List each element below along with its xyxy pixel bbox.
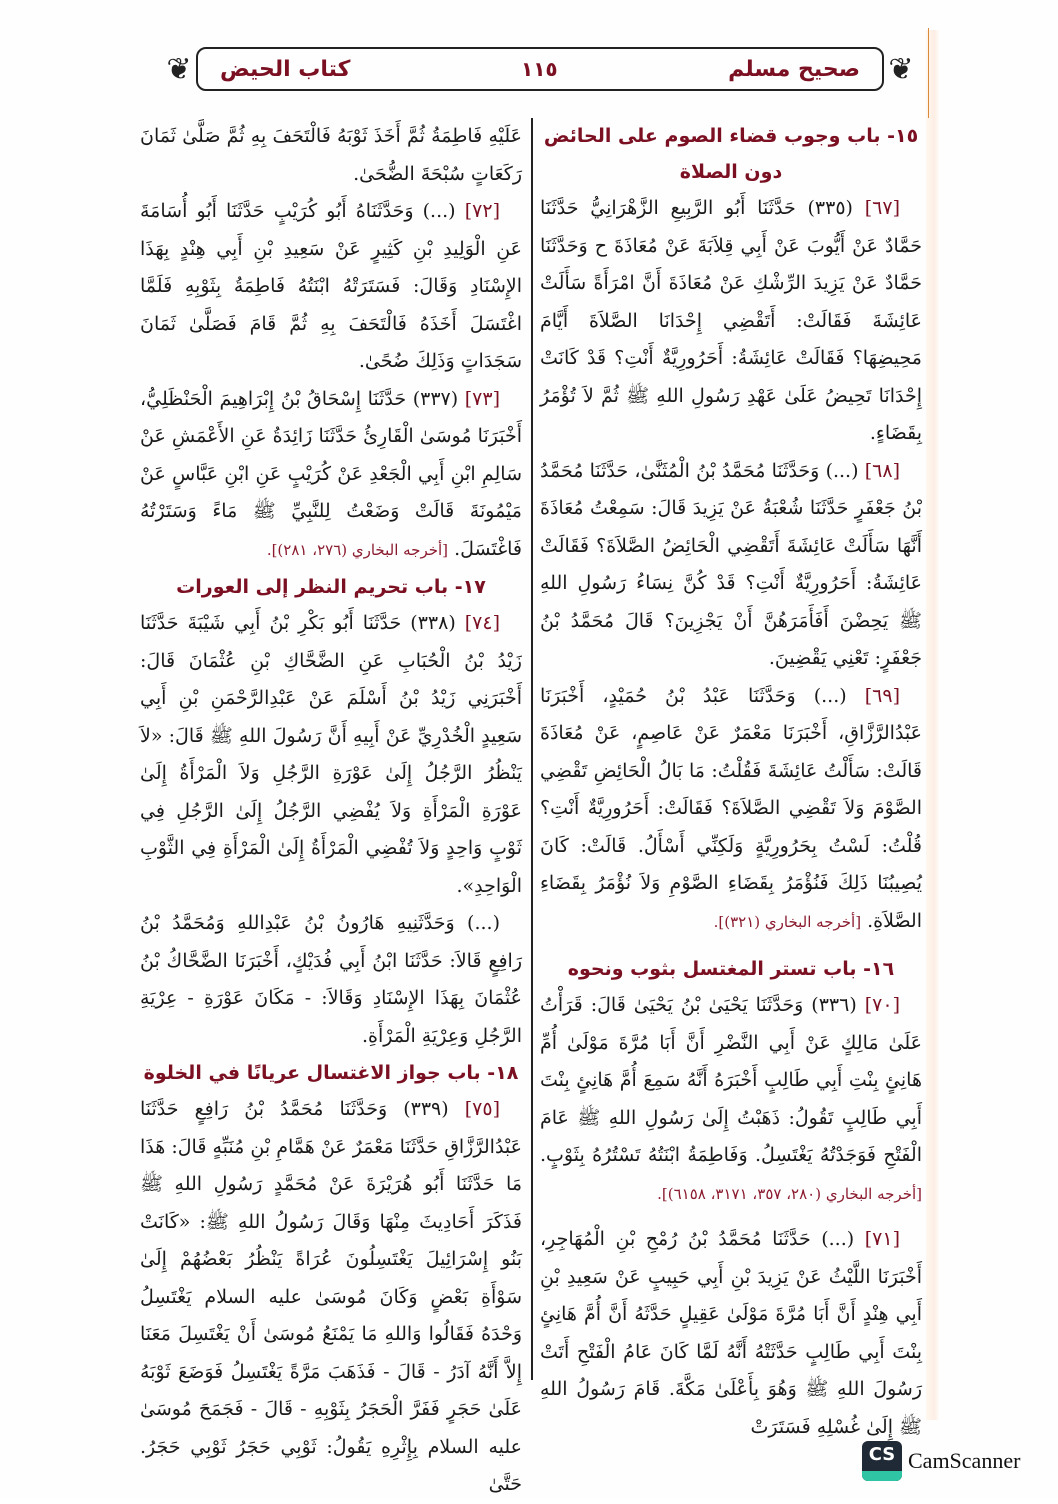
bukhari-reference: [أخرجه البخاري (٢٨٠، ٣٥٧، ٣١٧١، ٦١٥٨)].: [657, 1184, 922, 1203]
hadith-68: [540, 453, 922, 678]
book-title: صحيح مسلم: [728, 56, 860, 82]
hadith-69: [540, 678, 922, 942]
hadith-number: [٧٣]: [464, 387, 500, 410]
page-number: ١١٥: [520, 57, 558, 81]
camscanner-logo-accent: [862, 1471, 902, 1481]
arabesque-ornament-icon: ❦: [888, 52, 914, 87]
hadith-71: [540, 1221, 922, 1446]
hadith-text: (٣٣٥) حَدَّثَنَا أَبُو الرَّبِيعِ الزَّهْرَانِيُّ حَدَّثَنَا حَمَّادٌ عَنْ أَيُّوبَ عَنْ أَبِي قِلاَبَةَ عَنْ مُعَاذَةَ ح وَحَدَّثَنَا حَمَّادٌ عَنْ يَزِيدَ الرِّشْكِ عَنْ مُعَاذَةَ أَنَّ امْرَأَةً سَأَلَتْ عَائِشَةَ فَقَالَتْ: أَتَقْضِي إِحْدَانَا الصَّلاَةَ أَيَّامَ مَحِيضِهَا؟ فَقَالَتْ عَائِشَةُ: أَحَرُورِيَّةٌ أَنْتِ؟ قَدْ كَانَتْ إِحْدَانَا تَحِيضُ عَلَىٰ عَهْدِ رَسُولِ اللهِ ﷺ ثُمَّ لاَ تُؤْمَرُ بِقَضَاءٍ.: [540, 197, 922, 444]
section-15-heading: ١٥- باب وجوب قضاء الصوم على الحائض دون الصلاة: [543, 125, 919, 183]
hadith-text: (...) وَحَدَّثَنَا مُحَمَّدُ بْنُ الْمُثَنَّىٰ، حَدَّثَنَا مُحَمَّدُ بْنُ جَعْفَرٍ حَدَّثَنَا شُعْبَةُ عَنْ يَزِيدَ قَالَ: سَمِعْتُ مُعَاذَةَ أَنَّهَا سَأَلَتْ عَائِشَةَ أَتَقْضِي الْحَائِضُ الصَّلاَةَ؟ فَقَالَتْ عَائِشَةُ: أَحَرُورِيَّةٌ أَنْتِ؟ قَدْ كُنَّ نِسَاءُ رَسُولِ اللهِ ﷺ يَحِضْنَ أَفَأَمَرَهُنَّ أَنْ يَجْزِينَ؟ قَالَ مُحَمَّدُ بْنُ جَعْفَرٍ: تَعْنِي يَقْضِينَ.: [540, 459, 922, 669]
hadith-number: [٧١]: [864, 1228, 900, 1250]
spine-edge-line: [928, 28, 929, 118]
hadith-number: [٧٠]: [864, 994, 900, 1016]
hadith-text: (...) حَدَّثَنَا مُحَمَّدُ بْنُ رُمْحِ بْنِ الْمُهَاجِرِ، أَخْبَرَنَا اللَّيْثُ عَنْ يَزِيدَ بْنِ أَبِي حَبِيبٍ عَنْ سَعِيدِ بْنِ أَبِي هِنْدٍ أَنَّ أَبَا مُرَّةَ مَوْلَىٰ عَقِيلٍ حَدَّثَهُ أَنَّ أُمَّ هَانِئٍ بِنْتَ أَبِي طَالِبٍ حَدَّثَتْهُ أَنَّهُ لَمَّا كَانَ عَامُ الْفَتْحِ أَتَتْ رَسُولَ اللهِ ﷺ وَهُوَ بِأَعْلَىٰ مَكَّةَ. قَامَ رَسُولُ اللهِ ﷺ إِلَىٰ غُسْلِهِ فَسَتَرَتْ: [540, 1228, 922, 1438]
section-17-heading: ١٧- باب تحريم النظر إلى العورات: [176, 576, 486, 598]
hadith-text: (٣٣٦) وَحَدَّثَنَا يَحْيَىٰ بْنُ يَحْيَىٰ قَالَ: قَرَأْتُ عَلَىٰ مَالِكٍ عَنْ أَبِي النَّضْرِ أَنَّ أَبَا مُرَّةَ مَوْلَىٰ أُمِّ هَانِئٍ بِنْتِ أَبِي طَالِبٍ أَخْبَرَهُ أَنَّهُ سَمِعَ أُمَّ هَانِئٍ بِنْتَ أَبِي طَالِبٍ تَقُولُ: ذَهَبْتُ إِلَىٰ رَسُولِ اللهِ ﷺ عَامَ الْفَتْحِ فَوَجَدْتُهُ يَغْتَسِلُ. وَفَاطِمَةُ ابْنَتُهُ تَسْتُرُهُ بِثَوْبٍ.: [540, 994, 922, 1166]
camscanner-watermark: CamScanner: [908, 1448, 1021, 1473]
hadith-75: [140, 1091, 522, 1504]
arabesque-ornament-icon: ❦: [166, 52, 192, 87]
hadith-70: [540, 987, 922, 1213]
hadith-72: [140, 193, 522, 381]
column-divider: [531, 118, 533, 1380]
hadith-text: (٣٣٨) حَدَّثَنَا أَبُو بَكْرِ بْنُ أَبِي شَيْبَةَ حَدَّثَنَا زَيْدُ بْنُ الْحُبَابِ عَنِ الضَّحَّاكِ بْنِ عُثْمَانَ قَالَ: أَخْبَرَنِي زَيْدُ بْنُ أَسْلَمَ عَنْ عَبْدِالرَّحْمَنِ بْنِ أَبِي سَعِيدٍ الْخُدْرِيِّ عَنْ أَبِيهِ أَنَّ رَسُولَ اللهِ ﷺ قَالَ: «لاَ يَنْظُرُ الرَّجُلُ إِلَىٰ عَوْرَةِ الرَّجُلِ وَلاَ الْمَرْأَةُ إِلَىٰ عَوْرَةِ الْمَرْأَةِ وَلاَ يُفْضِي الرَّجُلُ إِلَىٰ الرَّجُلِ فِي ثَوْبٍ وَاحِدٍ وَلاَ تُفْضِي الْمَرْأَةُ إِلَىٰ الْمَرْأَةِ فِي الثَّوْبِ الْوَاحِدِ».: [140, 612, 522, 897]
hadith-number: [٧٢]: [464, 200, 500, 222]
hadith-74: [140, 605, 522, 905]
right-text-column: [540, 118, 922, 1446]
hadith-number: [٧٥]: [464, 1098, 500, 1120]
hadith-67: [540, 190, 922, 453]
hadith-text: (٣٣٧) حَدَّثَنَا إِسْحَاقُ بْنُ إِبْرَاهِيمَ الْحَنْظَلِيُّ، أَخْبَرَنَا مُوسَىٰ الْقَارِئُ حَدَّثَنَا زَائِدَةُ عَنِ الأَعْمَشِ عَنْ سَالِمِ ابْنِ أَبِي الْجَعْدِ عَنْ كُرَيْبٍ عَنِ ابْنِ عَبَّاسٍ عَنْ مَيْمُونَةَ قَالَتْ وَضَعْتُ لِلنَّبِيِّ ﷺ مَاءً وَسَتَرْتُهُ فَاغْتَسَلَ.: [140, 387, 522, 560]
hadith-74-variant: (...) وَحَدَّثَنِيهِ هَارُونُ بْنُ عَبْدِاللهِ وَمُحَمَّدُ بْنُ رَافِعٍ قَالاَ: حَدَّثَنَا ابْنُ أَبِي فُدَيْكٍ، أَخْبَرَنَا الضَّحَّاكُ بْنُ عُثْمَانَ بِهَذَا الإِسْنَادِ وَقَالاَ: - مَكَانَ عَوْرَةِ - عِرْيَةِ الرَّجُلِ وَعِرْيَةِ الْمَرْأَةِ.: [140, 912, 522, 1047]
camscanner-logo-icon: [862, 1441, 902, 1481]
hadith-number: [٦٩]: [864, 684, 901, 707]
running-header: [196, 47, 884, 91]
camscanner-logo-text: CS: [868, 1444, 896, 1465]
hadith-71-continuation: عَلَيْهِ فَاطِمَةُ ثُمَّ أَخَذَ ثَوْبَهُ فَالْتَحَفَ بِهِ ثُمَّ صَلَّىٰ ثَمَانَ رَكَعَاتٍ سُبْحَةَ الضُّحَىٰ.: [140, 125, 522, 185]
section-16-heading: ١٦- باب تستر المغتسل بثوب ونحوه: [567, 958, 895, 980]
hadith-number: [٦٨]: [864, 459, 900, 482]
bukhari-reference: [أخرجه البخاري (٢٧٦، ٢٨١)].: [266, 540, 449, 559]
hadith-text: (...) وَحَدَّثَنَا عَبْدُ بْنُ حُمَيْدٍ، أَخْبَرَنَا عَبْدُالرَّزَّاقِ، أَخْبَرَنَا مَعْمَرٌ عَنْ عَاصِمٍ، عَنْ مُعَاذَةَ قَالَتْ: سَأَلْتُ عَائِشَةَ فَقُلْتُ: مَا بَالُ الْحَائِضِ تَقْضِي الصَّوْمَ وَلاَ تَقْضِي الصَّلاَةَ؟ فَقَالَتْ: أَحَرُورِيَّةٌ أَنْتِ؟ قُلْتُ: لَسْتُ بِحَرُورِيَّةٍ وَلَكِنِّي أَسْأَلُ. قَالَتْ: كَانَ يُصِيبُنَا ذَلِكَ فَنُؤْمَرُ بِقَضَاءِ الصَّوْمِ وَلاَ نُؤْمَرُ بِقَضَاءِ الصَّلاَةِ.: [540, 684, 922, 932]
hadith-text: (...) وَحَدَّثَنَاهُ أَبُو كُرَيْبٍ حَدَّثَنَا أَبُو أُسَامَةَ عَنِ الْوَلِيدِ بْنِ كَثِيرٍ عَنْ سَعِيدِ بْنِ أَبِي هِنْدٍ بِهَذَا الإِسْنَادِ وَقَالَ: فَسَتَرَتْهُ ابْنَتُهُ فَاطِمَةُ بِثَوْبِهِ فَلَمَّا اغْتَسَلَ أَخَذَهُ فَالْتَحَفَ بِهِ ثُمَّ قَامَ فَصَلَّىٰ ثَمَانَ سَجَدَاتٍ وَذَلِكَ ضُحًىٰ.: [140, 200, 522, 372]
left-text-column: [140, 118, 522, 1504]
section-18-heading: ١٨- باب جواز الاغتسال عريانًا في الخلوة: [143, 1062, 519, 1084]
book-spine-shadow: [926, 30, 940, 1420]
bukhari-reference: [أخرجه البخاري (٣٢١)].: [713, 912, 862, 931]
hadith-73: [140, 381, 522, 570]
hadith-number: [٦٧]: [864, 197, 900, 219]
chapter-title: كتاب الحيض: [220, 56, 351, 82]
hadith-text: (٣٣٩) وَحَدَّثَنَا مُحَمَّدُ بْنُ رَافِعٍ حَدَّثَنَا عَبْدُالرَّزَّاقِ حَدَّثَنَا مَعْمَرٌ عَنْ هَمَّامِ بْنِ مُنَبِّهٍ قَالَ: هَذَا مَا حَدَّثَنَا أَبُو هُرَيْرَةَ عَنْ مُحَمَّدٍ رَسُولِ اللهِ ﷺ فَذَكَرَ أَحَادِيثَ مِنْهَا وَقَالَ رَسُولُ اللهِ ﷺ: «كَانَتْ بَنُو إِسْرَائِيلَ يَغْتَسِلُونَ عُرَاةً يَنْظُرُ بَعْضُهُمْ إِلَىٰ سَوْأَةِ بَعْضٍ وَكَانَ مُوسَىٰ عليه السلام يَغْتَسِلُ وَحْدَهُ فَقَالُوا وَاللهِ مَا يَمْنَعُ مُوسَىٰ أَنْ يَغْتَسِلَ مَعَنَا إِلاَّ أَنَّهُ آدَرُ - قَالَ - فَذَهَبَ مَرَّةً يَغْتَسِلُ فَوَضَعَ ثَوْبَهُ عَلَىٰ حَجَرٍ فَفَرَّ الْحَجَرُ بِثَوْبِهِ - قَالَ - فَجَمَحَ مُوسَىٰ عليه السلام بِإِثْرِهِ يَقُولُ: ثَوْبِي حَجَرُ ثَوْبِي حَجَرُ. حَتَّىٰ: [140, 1098, 522, 1495]
hadith-number: [٧٤]: [464, 612, 500, 634]
